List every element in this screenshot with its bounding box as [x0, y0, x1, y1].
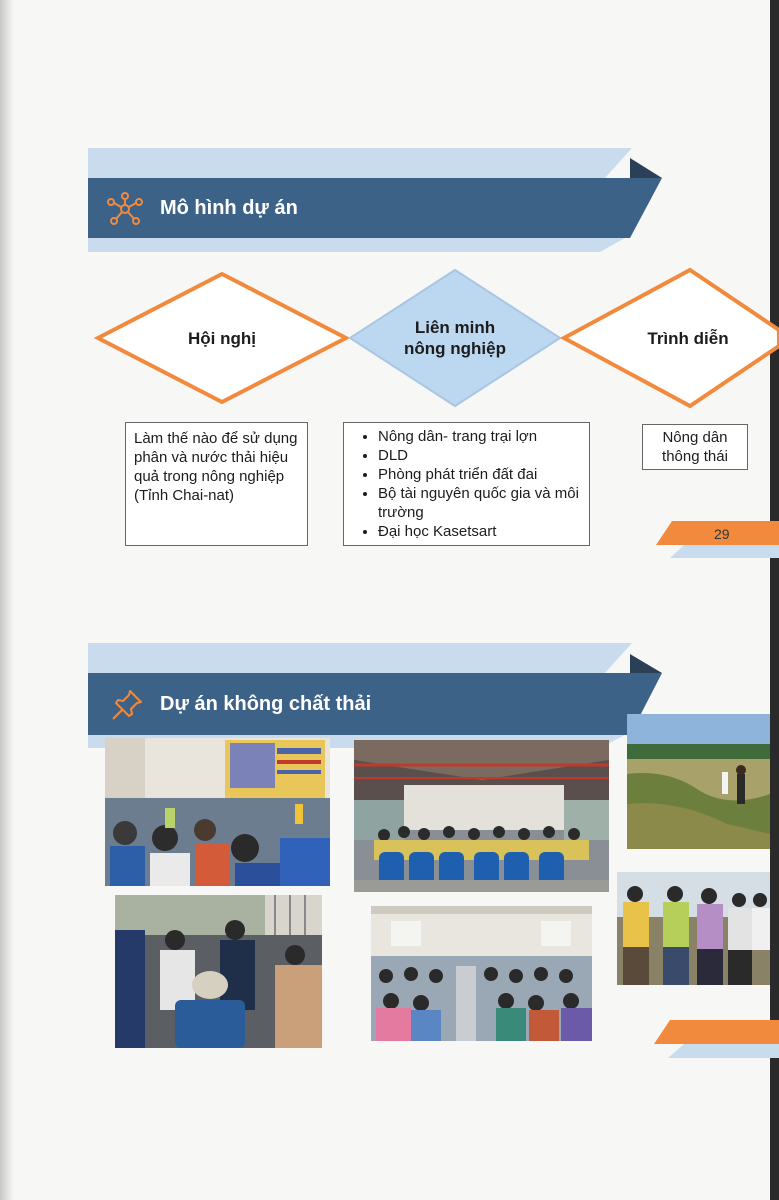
section-title-project-model: Mô hình dự án	[160, 197, 298, 219]
list-item: • DLD	[378, 446, 585, 465]
banner-light-band-bottom	[88, 238, 625, 252]
box-demonstration-text: Nông dân thông thái	[662, 429, 728, 465]
diamond-label-alliance: Liên minh nông nghiệp	[404, 318, 506, 358]
bottom-tab-light	[668, 1044, 779, 1058]
banner2-light-band	[88, 643, 632, 673]
box-demonstration-description	[642, 424, 748, 470]
banner2-fold	[630, 654, 662, 673]
network-icon	[106, 192, 144, 226]
member-list	[348, 427, 585, 541]
photo-group-tanks-art	[354, 740, 609, 892]
section-title-zero-waste: Dự án không chất thải	[160, 693, 372, 715]
bottom-tab-orange	[654, 1020, 779, 1044]
photo-audience	[371, 906, 592, 1041]
photo-composting-art	[115, 895, 322, 1048]
box-conference-description	[125, 422, 308, 546]
banner-fold	[630, 158, 662, 178]
photo-group-tanks	[354, 740, 609, 892]
box-alliance-members	[343, 422, 590, 546]
list-item: • Nông dân- trang trại lợn	[378, 427, 585, 446]
photo-field	[627, 714, 770, 849]
diamond-label-conference: Hội nghị	[188, 328, 256, 348]
diamond-label-demonstration: Trình diễn	[647, 328, 729, 348]
list-item: • Phòng phát triển đất đai	[378, 465, 585, 484]
page-tab-light-bottom	[670, 545, 779, 558]
photo-farmers-art	[617, 872, 770, 985]
page-number: 29	[714, 526, 730, 542]
banner-light-band	[88, 148, 632, 178]
list-item: • Bộ tài nguyên quốc gia và môi trường	[378, 484, 585, 522]
photo-composting	[115, 895, 322, 1048]
box-conference-text: Làm thế nào để sử dụng phân và nước thải hiệu quả trong nông nghiệp (Tỉnh Chai-nat)	[134, 430, 298, 504]
photo-audience-art	[371, 906, 592, 1041]
photo-meeting	[105, 738, 330, 886]
list-item: • Đại học Kasetsart	[378, 522, 585, 541]
pin-icon	[110, 688, 144, 722]
photo-field-art	[627, 714, 770, 849]
photo-farmers	[617, 872, 770, 985]
photo-meeting-art	[105, 738, 330, 886]
